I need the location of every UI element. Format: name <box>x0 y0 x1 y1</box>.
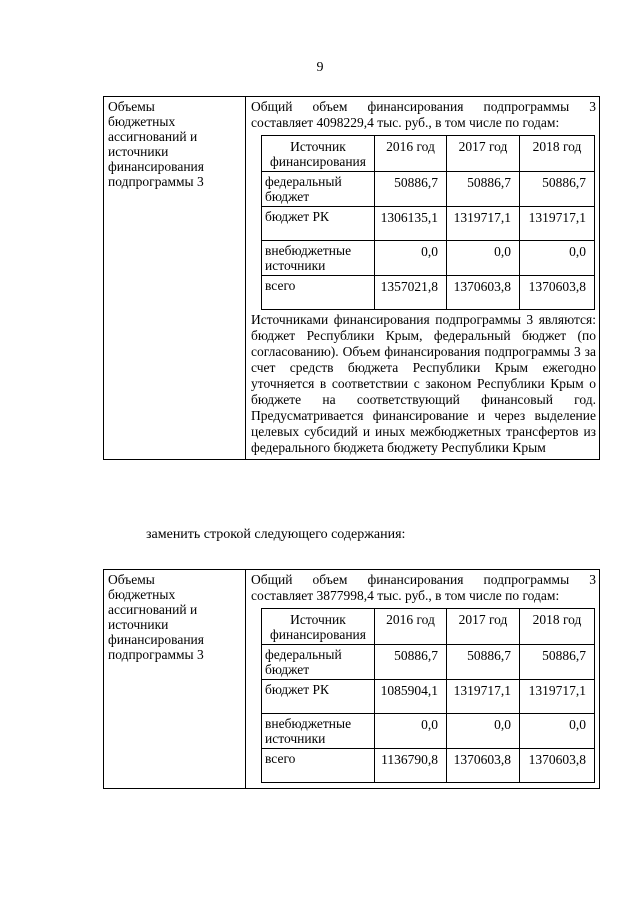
table-row: внебюджетные источники 0,0 0,0 0,0 <box>262 241 595 276</box>
page-number: 9 <box>316 60 324 75</box>
table-header-row: Источник финансирования 2016 год 2017 год 2018 год <box>262 609 595 645</box>
row-content <box>246 97 600 460</box>
row-content <box>246 570 600 789</box>
funding-table-original <box>103 96 600 460</box>
table-row: всего 1136790,8 1370603,8 1370603,8 <box>262 749 595 783</box>
funding-table-replacement <box>103 569 600 789</box>
replacement-instruction: заменить строкой следующего содержания: <box>146 527 406 542</box>
funding-by-year-table <box>261 135 595 310</box>
table-row: федеральный бюджет 50886,7 50886,7 50886,7 <box>262 645 595 680</box>
row-label: Объемы бюджетных ассигнований и источники финансирования подпрограммы 3 <box>104 570 246 789</box>
total-funding-statement: Общий объем финансирования подпрограммы 3 составляет 4098229,4 тыс. руб., в том числе по годам: <box>251 99 596 130</box>
table-row: бюджет РК 1085904,1 1319717,1 1319717,1 <box>262 680 595 714</box>
table-row: всего 1357021,8 1370603,8 1370603,8 <box>262 276 595 310</box>
row-label: Объемы бюджетных ассигнований и источники финансирования подпрограммы 3 <box>104 97 246 460</box>
table-row: внебюджетные источники 0,0 0,0 0,0 <box>262 714 595 749</box>
table-header-row: Источник финансирования 2016 год 2017 год 2018 год <box>262 136 595 172</box>
table-row: бюджет РК 1306135,1 1319717,1 1319717,1 <box>262 207 595 241</box>
table-row: федеральный бюджет 50886,7 50886,7 50886,7 <box>262 172 595 207</box>
total-funding-statement: Общий объем финансирования подпрограммы 3 составляет 3877998,4 тыс. руб., в том числе по годам: <box>251 572 596 603</box>
funding-sources-paragraph: Источниками финансирования подпрограммы 3 являются: бюджет Республики Крым, федеральный бюджет (по согласованию). Объем финансирования подпрограммы 3 за счет средств бюджета Республики Крым ежегодно уточняется в соответствии с законом Республики Крым о бюджете на соответствующий финансовый год. Предусматривается финансирование и через выделение целевых субсидий и иных межбюджетных трансфертов из федерального бюджета бюджету Республики Крым <box>251 312 596 455</box>
funding-by-year-table <box>261 608 595 783</box>
